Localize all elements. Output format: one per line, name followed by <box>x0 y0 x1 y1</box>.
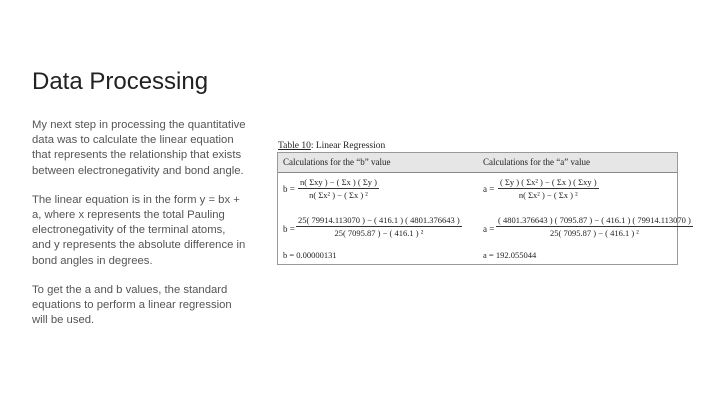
a-formula-lhs: a = <box>483 184 495 194</box>
a-formula-numerator: ( Σy ) ( Σx² ) − ( Σx ) ( Σxy ) <box>500 177 597 187</box>
slide-body <box>32 118 247 342</box>
b-result: b = 0.00000131 <box>283 250 337 260</box>
b-subst-denominator: 25( 7095.87 ) − ( 416.1 ) ² <box>334 228 424 238</box>
table-caption-text: : Linear Regression <box>310 141 386 151</box>
b-subst-lhs: b = <box>283 224 295 234</box>
slide-title: Data Processing <box>32 68 209 95</box>
paragraph-3: To get the a and b values, the standard equations to perform a linear regression will be used. <box>32 283 232 327</box>
a-subst-lhs: a = <box>483 224 495 234</box>
paragraph-2: The linear equation is in the form y = bx + a, where x represents the total Pauling electronegativity of the terminal atoms, and y represents the absolute difference in bond angles in degrees. <box>32 193 246 267</box>
b-formula-denominator: n( Σx² ) − ( Σx ) ² <box>309 190 368 200</box>
a-subst-numerator: ( 4801.376643 ) ( 7095.87 ) − ( 416.1 ) ( 79914.113070 ) <box>498 215 691 225</box>
a-formula-fraction <box>498 177 599 200</box>
a-subst-denominator: 25( 7095.87 ) − ( 416.1 ) ² <box>550 228 639 238</box>
header-b-value: Calculations for the “b” value <box>283 157 391 167</box>
table-caption <box>278 141 385 151</box>
b-formula-numerator: n( Σxy ) − ( Σx ) ( Σy ) <box>300 177 377 187</box>
b-formula-lhs: b = <box>283 184 295 194</box>
table-header-row <box>278 153 677 173</box>
header-a-value: Calculations for the “a” value <box>483 157 590 167</box>
b-formula-fraction <box>298 177 379 200</box>
regression-table <box>277 152 691 265</box>
paragraph-1: My next step in processing the quantitative data was to calculate the linear equation that represents the relationship that exists between electronegativity and bond angle. <box>32 119 246 177</box>
a-formula-denominator: n( Σx² ) − ( Σx ) ² <box>518 190 578 200</box>
b-subst-numerator: 25( 79914.113070 ) − ( 416.1 ) ( 4801.376643 ) <box>298 215 460 225</box>
a-result: a = 192.055044 <box>483 250 537 260</box>
a-subst-fraction <box>496 215 693 238</box>
b-subst-fraction <box>296 215 462 238</box>
table-caption-number: Table 10 <box>278 141 311 151</box>
